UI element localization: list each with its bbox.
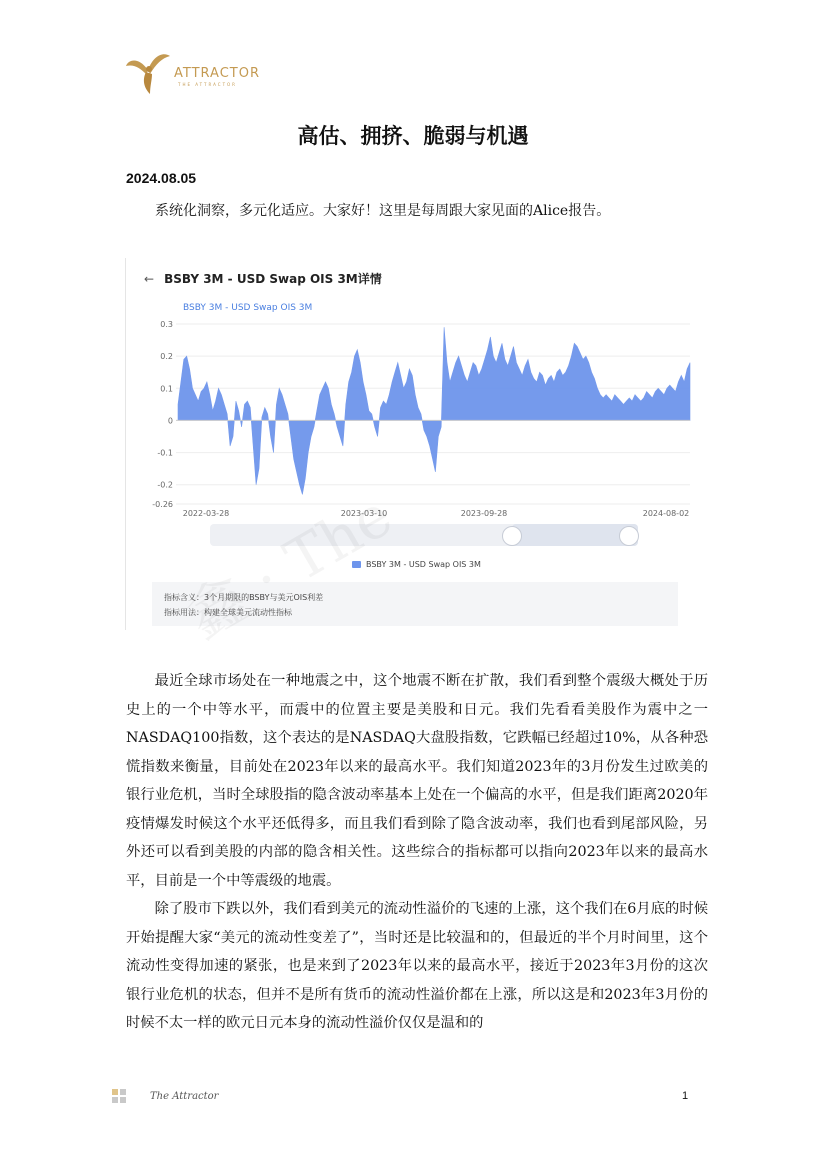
page-number: 1 (682, 1090, 689, 1102)
arrow-left-icon[interactable]: ← (144, 272, 155, 286)
body-paragraph: 除了股市下跌以外，我们看到美元的流动性溢价的飞速的上涨，这个我们在6月底的时候开始提醒大家“美元的流动性变差了”，当时还是比较温和的，但最近的半个月时间里，这个流动性变得加速的紧张，也是来到了2023年以来的最高水平，接近于2023年3月份的这次银行业危机的状态，但并不是所有货币的流动性溢价都在上涨，所以这是和2023年3月份的时候不太一样的欧元日元本身的流动性溢价仅仅是温和的 (126, 901, 708, 1031)
logo-wordmark: ATTRACTOR (174, 65, 260, 81)
bird-logo-icon (124, 50, 172, 96)
spread-area-chart (126, 316, 702, 521)
series-label: BSBY 3M - USD Swap OIS 3M (183, 303, 313, 313)
footer-logo-icon (112, 1089, 126, 1103)
x-tick-label: 2023-09-28 (460, 509, 508, 518)
body-paragraph: 最近全球市场处在一种地震之中，这个地震不断在扩散，我们看到整个震级大概处于历史上的一个中等水平，而震中的位置主要是美股和日元。我们先看看美股作为震中之一NASDAQ100指数，这个表达的是NASDAQ大盘股指数，它跌幅已经超过10%，从各种恐慌指数来衡量，目前处在2023年以来的最高水平。我们知道2023年的3月份发生过欧美的银行业危机，当时全球股指的隐含波动率基本上处在一个偏高的水平，但是我们距离2020年疫情爆发时候这个水平还低得多，而且我们看到除了隐含波动率，我们也看到尾部风险，另外还可以看到美股的内部的隐含相关性。这些综合的指标都可以指向2023年以来的最高水平，目前是一个中等震级的地震。 (126, 673, 708, 889)
y-tick-label: 0.2 (160, 352, 173, 362)
y-tick-label: -0.26 (152, 500, 173, 509)
footer-brand: The Attractor (150, 1091, 219, 1102)
indicator-meaning: 指标含义：3个月期限的BSBY与美元OIS利差 (164, 593, 324, 602)
y-tick-label: -0.2 (157, 480, 173, 490)
x-tick-label: 2023-03-10 (340, 509, 388, 518)
report-date: 2024.08.05 (126, 170, 197, 186)
intro-text: 系统化洞察，多元化适应。大家好！这里是每周跟大家见面的Alice报告。 (155, 203, 611, 219)
range-slider-left-handle[interactable] (502, 526, 522, 546)
series-area (178, 327, 690, 494)
legend-label: BSBY 3M - USD Swap OIS 3M (366, 560, 481, 569)
y-tick-label: 0.3 (160, 320, 173, 329)
chart-detail-header (144, 270, 382, 287)
chart-heading: BSBY 3M - USD Swap OIS 3M详情 (164, 272, 382, 286)
brand-logo (124, 50, 260, 96)
indicator-usage: 指标用法：构建全球美元流动性指标 (164, 608, 292, 617)
y-tick-label: 0 (167, 416, 173, 426)
x-tick-label: 2022-03-28 (182, 509, 230, 518)
logo-subtext: THE ATTRACTOR (178, 82, 237, 87)
article-body (126, 667, 708, 1038)
y-tick-label: 0.1 (160, 384, 173, 394)
x-tick-label: 2024-08-02 (642, 509, 690, 518)
y-tick-label: -0.1 (157, 448, 173, 458)
page-title: 高估、拥挤、脆弱与机遇 (297, 124, 529, 148)
range-slider-right-handle[interactable] (619, 526, 639, 546)
